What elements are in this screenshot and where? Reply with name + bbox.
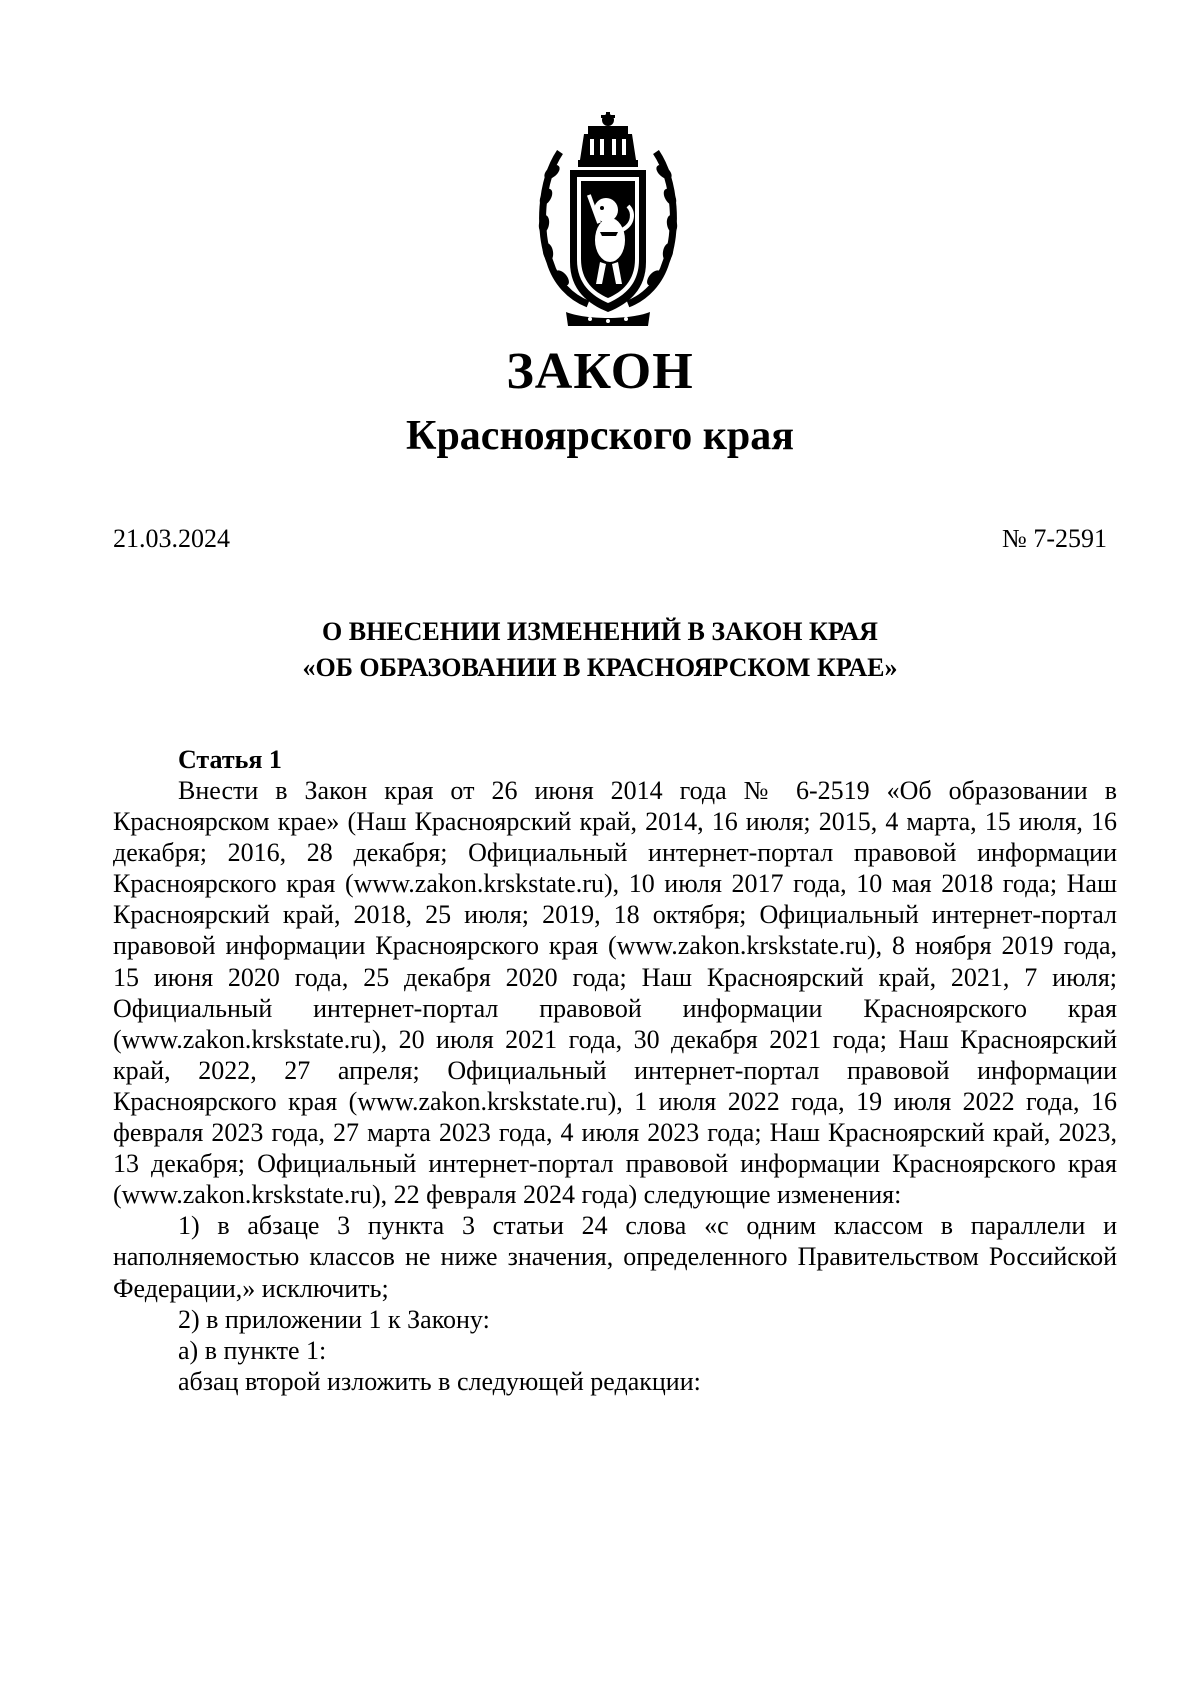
- coat-of-arms-icon: [530, 112, 686, 330]
- amendment-item-1: 1) в абзаце 3 пункта 3 статьи 24 слова «с одним классом в параллели и наполняемостью классов не ниже значения, определенного Правительством Российской Федерации,» исключить;: [113, 1211, 1117, 1303]
- amendment-item-2: 2) в приложении 1 к Закону:: [178, 1304, 490, 1334]
- article-intro-paragraph: Внести в Закон края от 26 июня 2014 года № 6-2519 «Об образовании в Красноярском крае» (Наш Красноярский край, 2014, 16 июля; 2015, 4 марта, 15 июля, 16 декабря; 2016, 28 декабря; Официальный интернет-портал правовой информации Красноярского края (www.zakon.krskstate.ru), 10 июля 2017 года, 10 мая 2018 года; Наш Красноярский край, 2018, 25 июля; 2019, 18 октября; Официальный интернет-портал правовой информации Красноярского края (www.zakon.krskstate.ru), 8 ноября 2019 года, 15 июня 2020 года, 25 декабря 2020 года; Наш Красноярский край, 2021, 7 июля; Официальный интернет-портал правовой информации Красноярского края (www.zakon.krskstate.ru), 20 июля 2021 года, 30 декабря 2021 года; Наш Красноярский край, 2022, 27 апреля; Официальный интернет-портал правовой информации Красноярского края (www.zakon.krskstate.ru), 1 июля 2022 года, 19 июля 2022 года, 16 февраля 2023 года, 27 марта 2023 года, 4 июля 2023 года; Наш Красноярский край, 2023, 13 декабря; Официальный интернет-портал правовой информации Красноярского края (www.zakon.krskstate.ru), 22 февраля 2024 года) следующие изменения:: [113, 776, 1117, 1210]
- amendment-item-2a: а) в пункте 1:: [178, 1335, 327, 1365]
- article-body: [113, 775, 1117, 1397]
- law-title-line-2: «ОБ ОБРАЗОВАНИИ В КРАСНОЯРСКОМ КРАЕ»: [302, 653, 898, 682]
- law-title-line-1: О ВНЕСЕНИИ ИЗМЕНЕНИЙ В ЗАКОН КРАЯ: [322, 617, 878, 646]
- law-title: [0, 614, 1200, 686]
- article-heading: Статья 1: [178, 745, 282, 774]
- document-number: № 7-2591: [1002, 524, 1107, 553]
- document-title: ЗАКОН: [506, 343, 694, 400]
- amendment-item-2a-text: абзац второй изложить в следующей редакции:: [178, 1366, 701, 1396]
- document-subtitle: Красноярского края: [405, 413, 795, 459]
- document-date: 21.03.2024: [113, 524, 230, 553]
